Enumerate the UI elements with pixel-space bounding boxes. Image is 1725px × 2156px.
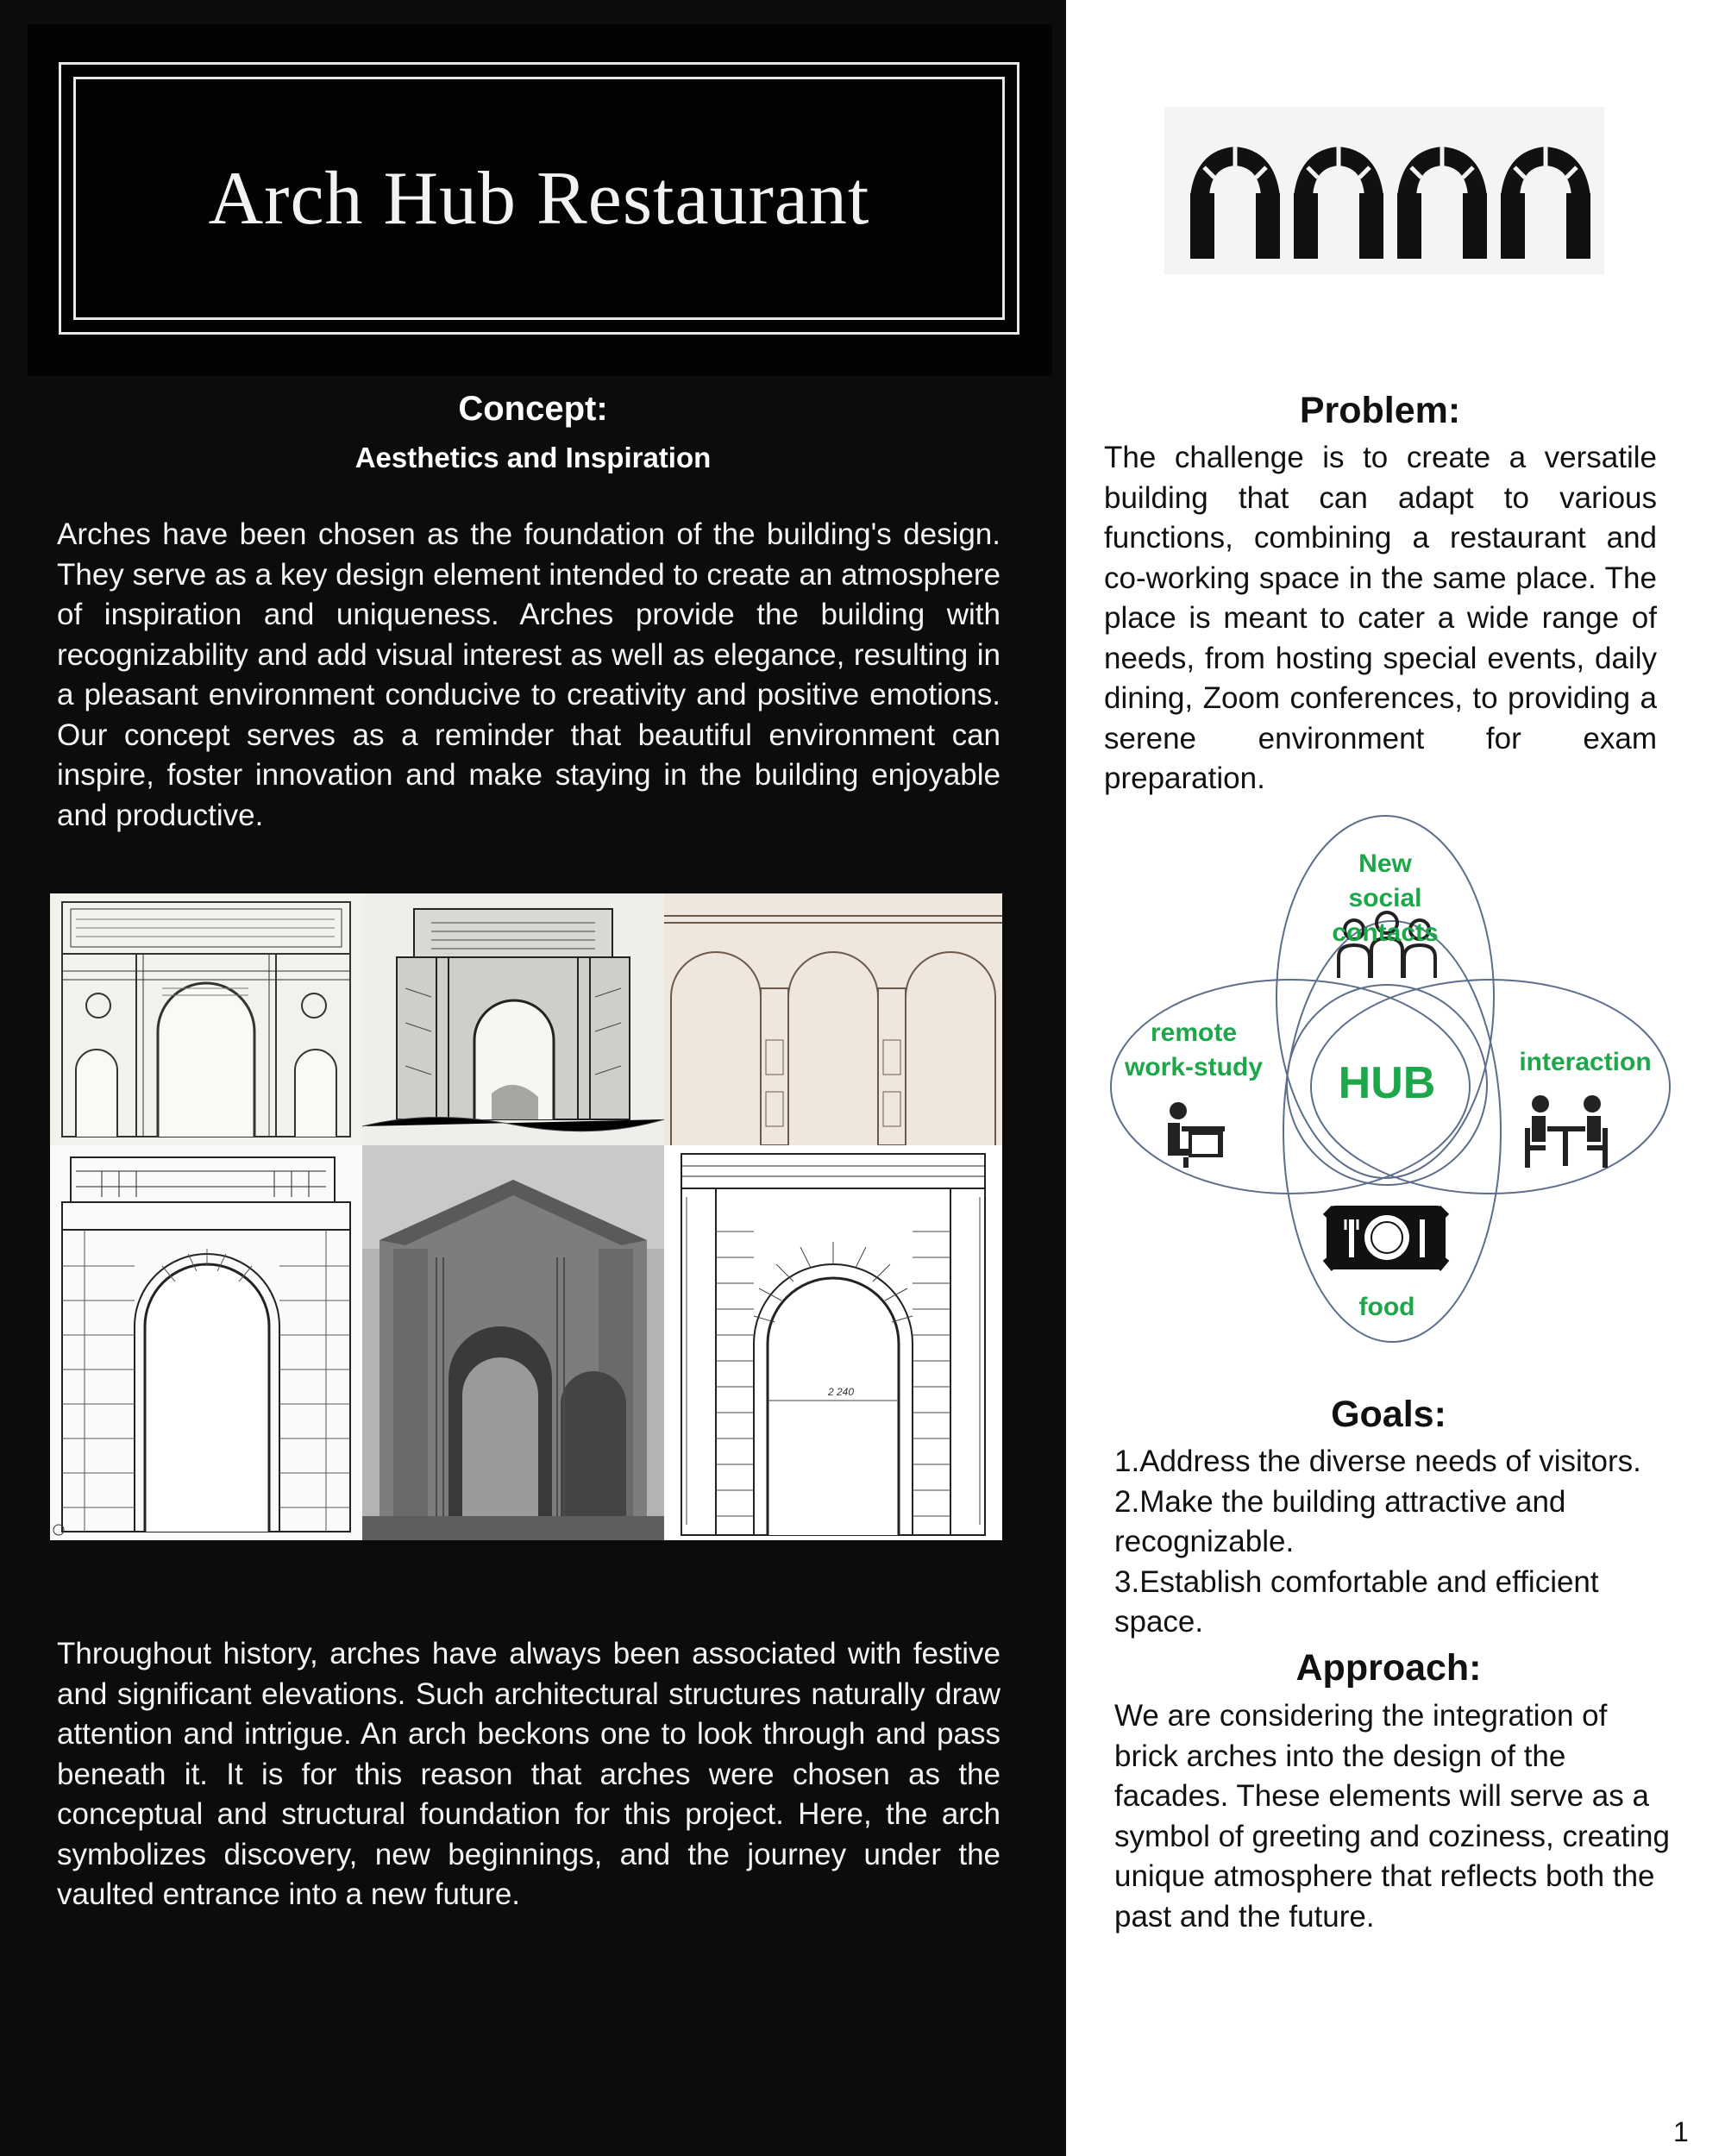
venn-label-bottom: food: [1358, 1293, 1415, 1321]
two-people-at-table-icon: [1525, 1095, 1608, 1168]
arcade-drawing: [664, 893, 1002, 1145]
arch-of-titus-engraving: [362, 893, 664, 1145]
person-at-desk-icon: [1168, 1102, 1225, 1168]
arch-logo: [1164, 107, 1604, 274]
concept-subheading: Aesthetics and Inspiration: [354, 442, 712, 473]
rusticated-arch-drawing: [50, 1145, 362, 1540]
goal-item: 3.Establish comfortable and efficient space.: [1114, 1564, 1599, 1639]
venn-label-left: [1107, 1016, 1280, 1085]
title-frame-inner: [73, 77, 1005, 320]
page-number: 1: [1673, 2116, 1689, 2147]
problem-paragraph: The challenge is to create a versatile building that can adapt to various functions, combining a restaurant and co-working space in the same place. The place is meant to cater a wide range of needs, from hosting special events, daily dining, Zoom conferences, to providing a serene environment for exam preparation.: [1104, 441, 1657, 795]
venn-label-top-line2: social contacts: [1332, 884, 1439, 947]
venn-label-hub: HUB: [1338, 1058, 1436, 1108]
concept-heading: Concept:: [458, 390, 608, 428]
dimension-label: 2 240: [828, 1386, 855, 1398]
approach-paragraph: We are considering the integration of brick arches into the design of the facades. These elements will serve as a symbol of greeting and coziness, creating unique atmosphere that reflects both the past and the future.: [1114, 1699, 1670, 1934]
hub-venn-diagram: [1094, 811, 1680, 1363]
venn-label-left-line2: work-study: [1124, 1053, 1264, 1081]
arch-gallery: [50, 893, 1002, 1540]
title-block: [28, 24, 1052, 376]
venn-label-top-line1: New: [1358, 849, 1412, 878]
goals-heading: Goals:: [1331, 1394, 1446, 1435]
page-title: Arch Hub Restaurant: [208, 156, 870, 241]
ruined-arch-photo: [362, 1145, 664, 1540]
goal-item: 1.Address the diverse needs of visitors.: [1114, 1445, 1641, 1478]
title-frame: [59, 62, 1019, 335]
venn-label-left-line1: remote: [1150, 1018, 1238, 1047]
goals-list: [1114, 1442, 1666, 1643]
venn-label-right: interaction: [1519, 1048, 1652, 1076]
arch-elevation-drawing: [664, 1145, 1002, 1540]
venn-label-top: [1299, 847, 1471, 950]
approach-heading: Approach:: [1295, 1647, 1482, 1689]
history-paragraph: Throughout history, arches have always been associated with festive and significant elevations. Such architectural structures naturally draw attention and intrigue. An arch beckons one to look through and pass beneath it. It is for this reason that arches were chosen as the conceptual and structural foundation for this project. Here, the arch symbolizes discovery, new beginnings, and the journey under the vaulted entrance into a new future.: [57, 1637, 1000, 1911]
plate-and-cutlery-icon: [1325, 1206, 1447, 1269]
problem-heading: Problem:: [1299, 390, 1461, 431]
goal-item: 2.Make the building attractive and recognizable.: [1114, 1484, 1566, 1558]
concept-paragraph: Arches have been chosen as the foundation of the building's design. They serve as a key design element intended to create an atmosphere of inspiration and uniqueness. Arches provide the building with recognizability and add visual interest as well as elegance, resulting in a pleasant environment conducive to creativity and positive emotions. Our concept serves as a reminder that beautiful environment can inspire, foster innovation and make staying in the building enjoyable and productive.: [57, 517, 1000, 832]
triumphal-arch-engraving: [50, 893, 362, 1145]
